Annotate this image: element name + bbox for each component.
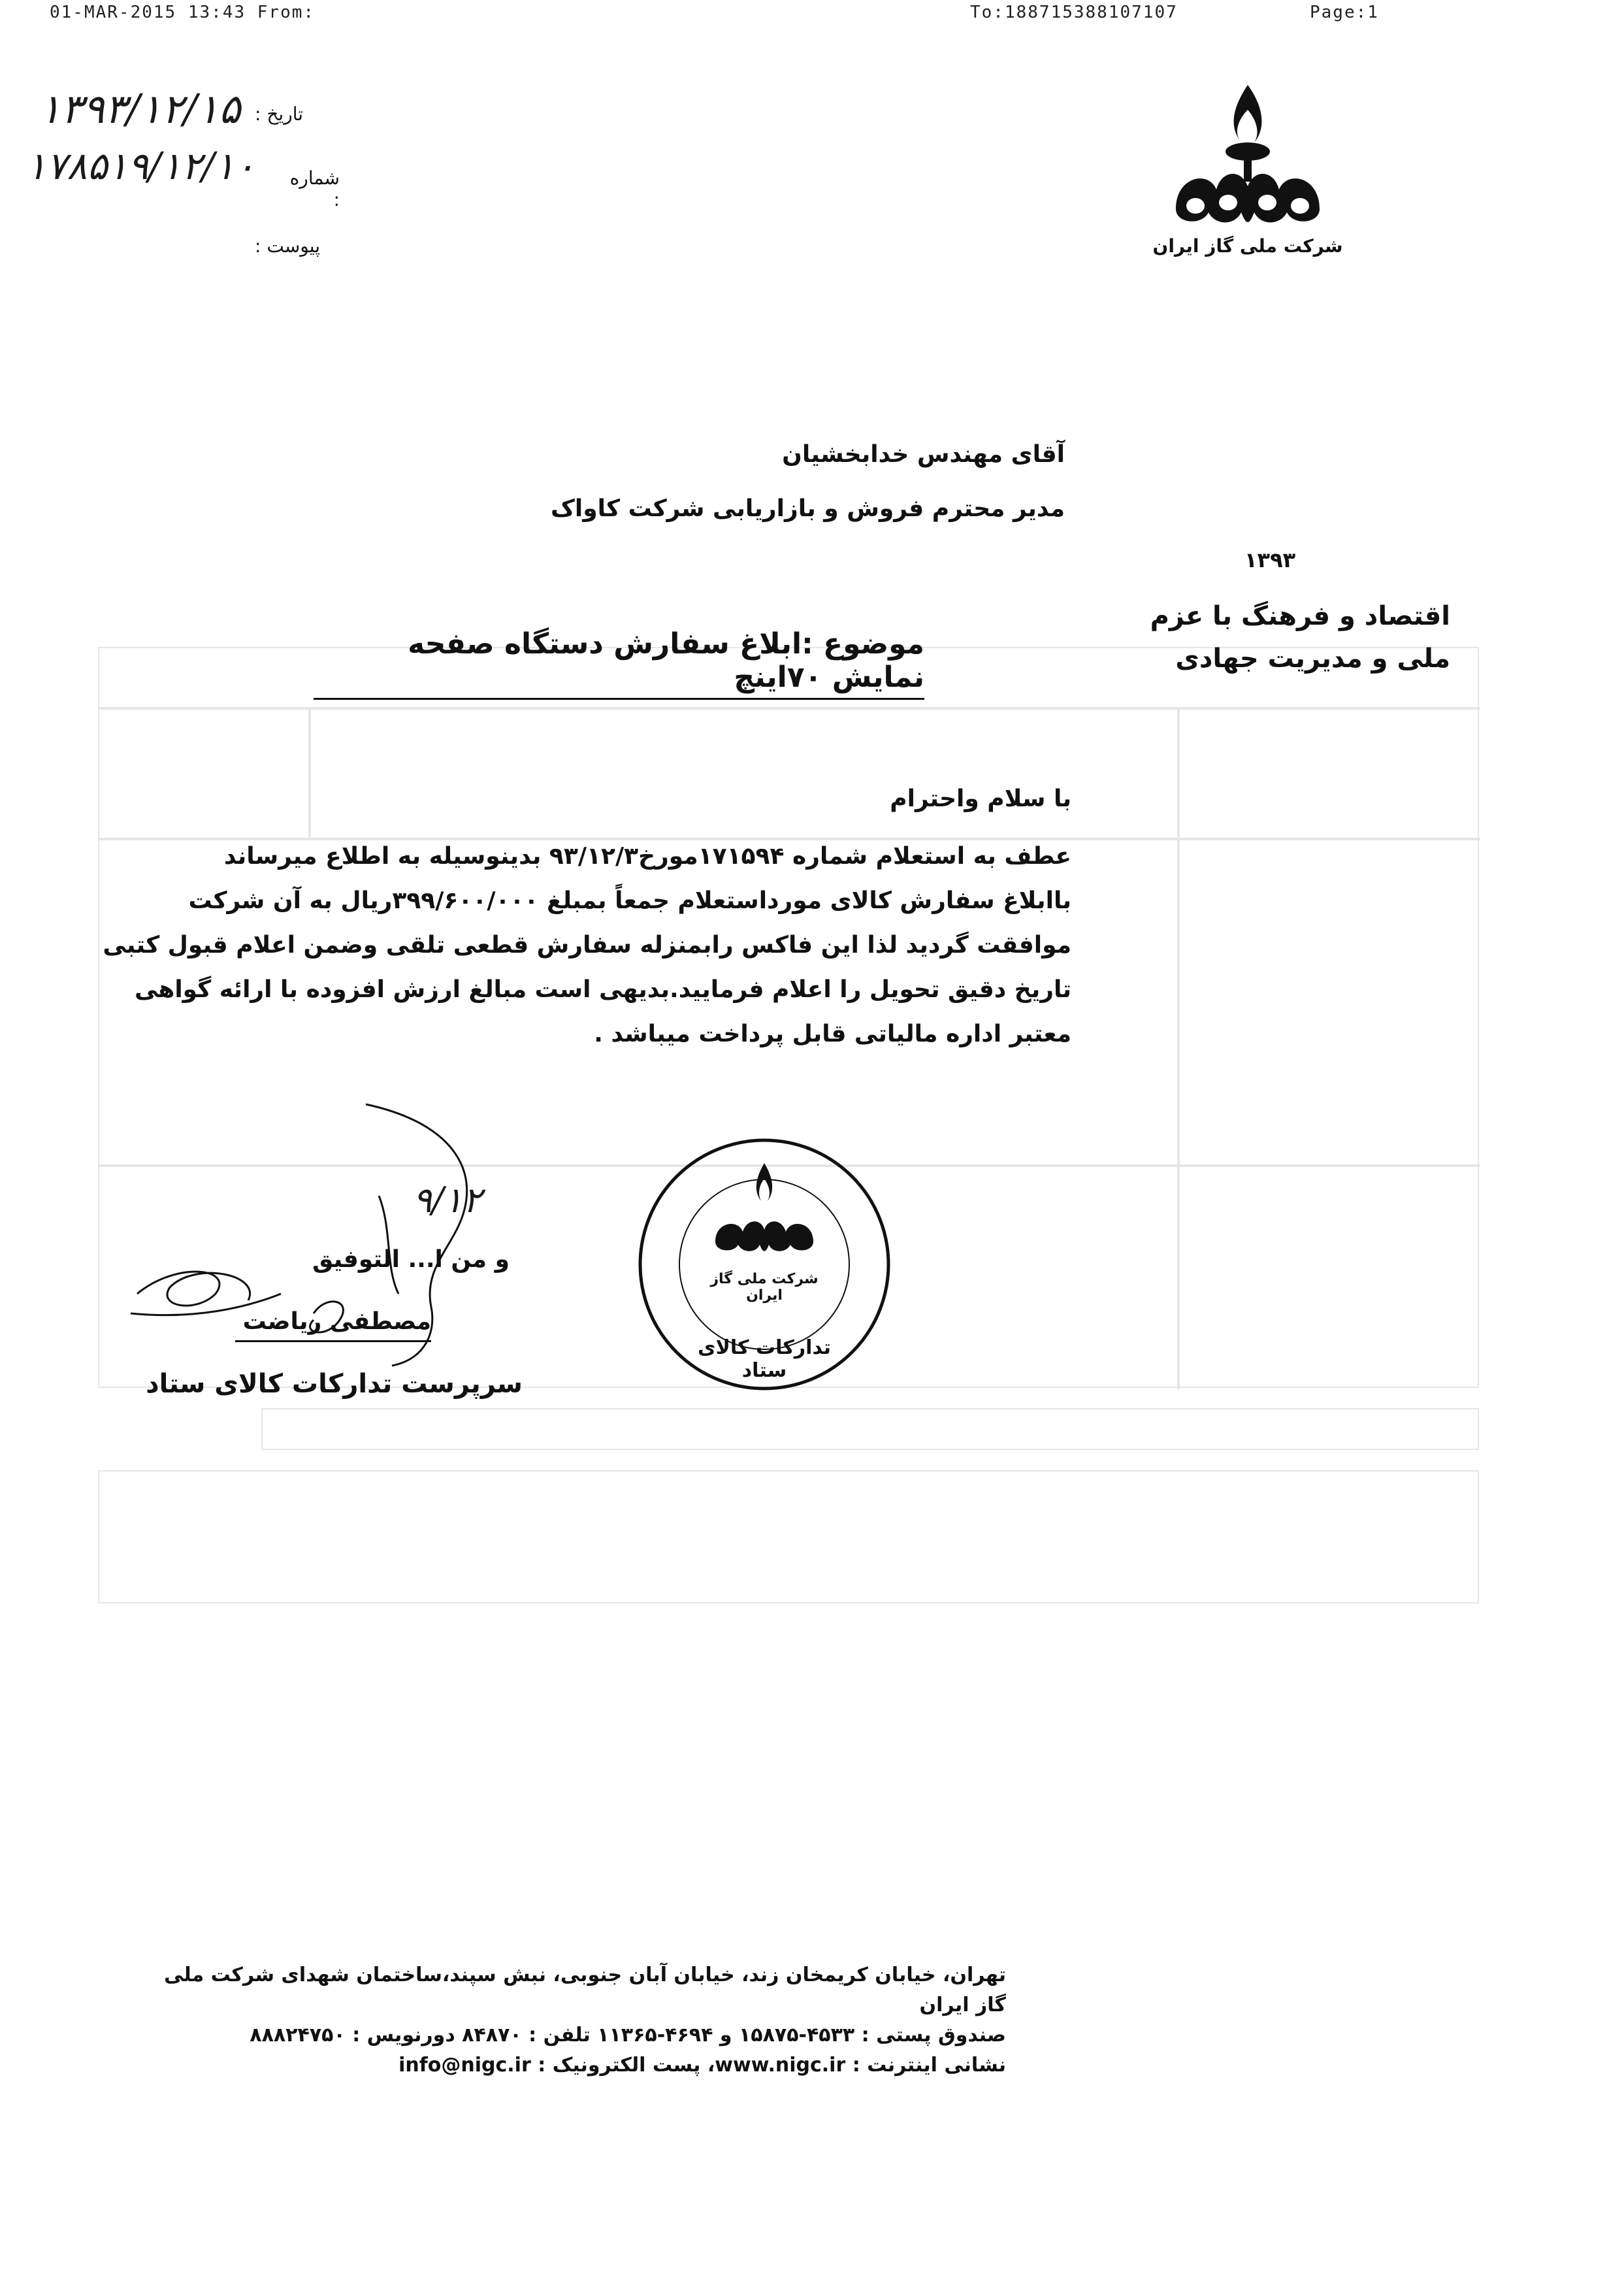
body-line: تاریخ دقیق تحویل را اعلام فرمایید.بدیهی است مبالغ ارزش افزوده با ارائه گواهی: [134, 976, 1071, 1003]
body-line: موافقت گردید لذا این فاکس رابمنزله سفارش قطعی تلقی وضمن اعلام قبول کتبی: [103, 932, 1071, 959]
ghost-row-bleedthrough: [261, 1408, 1479, 1450]
footer-address: تهران، خیابان کریمخان زند، خیابان آبان جنوبی، نبش سپند،ساختمان شهدای شرکت ملی گاز ایران: [164, 1964, 1006, 2016]
slogan-year: ۱۳۹۳: [1244, 548, 1296, 572]
body-line: باابلاغ سفارش کالای مورداستعلام جمعاً بمبلغ ۳۹۹/۶۰۰/۰۰۰ریال به آن شرکت: [188, 887, 1071, 914]
date-label: تاریخ :: [255, 103, 304, 125]
slogan-line-2: ملی و مدیریت جهادی: [1175, 644, 1450, 674]
company-logo: [1150, 78, 1346, 268]
footer-address-block: [131, 1960, 1006, 2081]
letter-body: [52, 838, 1071, 1053]
handwritten-note: ۹/۱۲: [413, 1179, 482, 1221]
signer-title: سرپرست تدارکات کالای ستاد: [146, 1369, 523, 1399]
addressee-name: آقای مهندس خدابخشیان: [782, 441, 1065, 468]
footer-phones: صندوق پستی : ۴۵۳۳-۱۵۸۷۵ و ۴۶۹۴-۱۱۳۶۵ تلفن : ۸۴۸۷۰ دورنویس : ۸۸۸۲۴۷۵۰: [250, 2024, 1006, 2047]
letter-subject: موضوع :ابلاغ سفارش دستگاه صفحه نمایش ۷۰اینچ: [314, 627, 924, 700]
body-line: معتبر اداره مالیاتی قابل پرداخت میباشد .: [594, 1021, 1071, 1047]
body-line: عطف به استعلام شماره ۱۷۱۵۹۴مورخ۹۳/۱۲/۳ بدینوسیله به اطلاع میرساند: [223, 843, 1071, 870]
ghost-box-bleedthrough: [98, 1470, 1479, 1604]
fax-datetime: 01-MAR-2015 13:43 From:: [50, 3, 316, 22]
fax-recipient: To:188715388107107: [970, 3, 1178, 22]
date-value: ۱۳۹۳/۱۲/۱۵: [39, 85, 241, 133]
addressee-title: مدیر محترم فروش و بازاریابی شرکت کاواک: [551, 495, 1065, 522]
letter-meta: [26, 72, 340, 268]
number-value: ۱۷۸۵۱۹/۱۲/۱۰: [26, 144, 255, 188]
slogan-line-1: اقتصاد و فرهنگ با عزم: [1150, 601, 1450, 631]
official-stamp: [630, 1130, 898, 1398]
closing-salutation: و من ا... التوفیق: [312, 1246, 510, 1273]
nigc-flame-logo-icon: [1163, 78, 1333, 229]
footer-web: نشانی اینترنت : www.nigc.ir، پست الکترونیک : info@nigc.ir: [398, 2054, 1006, 2077]
attachment-label: پیوست :: [255, 235, 320, 257]
company-name: شرکت ملی گاز ایران: [1152, 235, 1343, 257]
stamp-inner-text: تدارکات کالای ستاد: [698, 1336, 831, 1382]
number-label: شماره :: [289, 167, 340, 210]
greeting: با سلام واحترام: [890, 785, 1071, 812]
signer-name: مصطفی ریاضت: [235, 1304, 431, 1342]
stamp-outer-text: شرکت ملی گاز ایران: [710, 1271, 819, 1304]
fax-page-number: Page:1: [1310, 3, 1379, 22]
